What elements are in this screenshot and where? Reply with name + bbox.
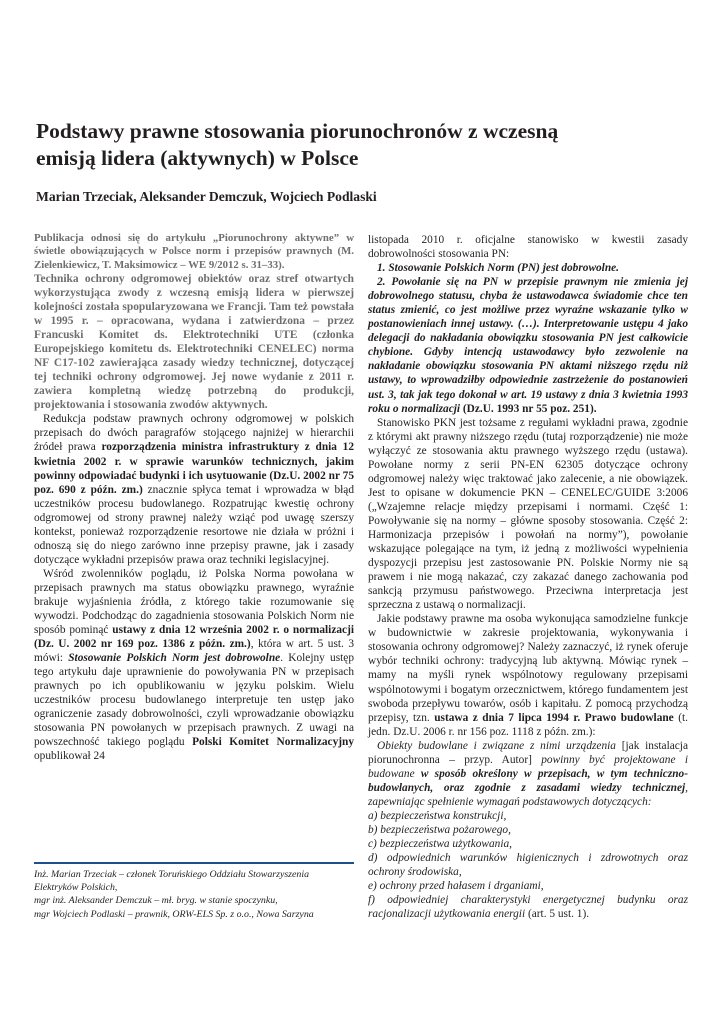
quote-point: 2. Powołanie się na PN w przepisie prawnym nie zmienia jej dobrowolnego statusu, chyba że ustawodawca świadomie chce ten status zmienić, co jest możliwe przez wyraźne wskazanie tylko w postanowieniach innej ustawy. (…). Interpretowanie ustępu 4 jako delegacji do nakładania obowiązku stosowania PN jest całkowicie chybione. Gdyby intencją ustawodawcy było zezwolenie na nakładanie obowiązku stosowania PN aktami niższego rzędu niż ustawy, to wprowadziłby odpowiednie zastrzeżenie do postanowień ust. 3, tak jak tego dokonał w art. 19 ustawy z dnia 3 kwietnia 1993 roku o normalizacji (Dz.U. 1993 nr 55 poz. 251).	[368, 276, 688, 415]
law-quote: Obiekty budowlane i związane z nimi urządzenia [jak instalacja piorunochronna – przyp. Autor] powinny być projektowane i budowane w sposób określony w przepisach, w tym techniczno-budowlanych, oraz zgodnie z zasadami wiedzy technicznej, zapewniając spełnienie wymagań podstawowych dotyczących:	[368, 739, 689, 808]
quote-point: 1. Stosowanie Polskich Norm (PN) jest dobrowolne.	[377, 262, 620, 275]
body-paragraph: Wśród zwolenników poglądu, iż Polska Norma powołana w przepisach prawnych ma status obowiązku prawnego, wyraźnie brakuje wyjaśnienia źródła, z którego takie rozumowanie się wywodzi. Podchodząc do zagadnienia stosowania Polskich Norm nie sposób pominąć ustawy z dnia 12 września 2002 r. o normalizacji (Dz. U. 2002 nr 169 poz. 1386 z późn. zm.), która w art. 5 ust. 3 mówi: Stosowanie Polskich Norm jest dobrowolne. Kolejny ustęp tego artykułu daje uprawnienie do powoływania PN w przepisach prawnych po ich opublikowaniu w języku polskim. Wielu uczestników procesu budowlanego interpretuje ten ustęp jako ograniczenie zasady dobrowolności, czyli wprowadzanie obowiązku stosowania PN powołanych w przepisach prawnych. Z uwagi na powszechność takiego poglądu Polski Komitet Normalizacyjny opublikował 24	[34, 567, 355, 763]
footnote-divider	[34, 862, 354, 864]
list-item: a) bezpieczeństwa konstrukcji,	[368, 809, 507, 822]
lead-paragraph: Technika ochrony odgromowej obiektów oraz stref otwartych wykorzystująca zwody z wczesną emisją lidera w pierwszej kolejności została spopularyzowana we Francji. Tam też powstała w 1995 r. – opracowana, wydana i zatwierdzona – przez Francuski Komitet ds. Elektrotechniki UTE (członka Europejskiego komitetu ds. Elektrotechniki CENELEC) norma NF C17-102 zawierająca zasady wiedzy technicznej, dotyczącej tej techniki ochrony odgromowej. Jej nowe wydanie z 2011 r. zawiera kompletną wiedzę potrzebną do produkcji, projektowania i stosowania zwodów aktywnych.	[34, 272, 354, 412]
right-column	[368, 233, 688, 921]
body-paragraph: Redukcja podstaw prawnych ochrony odgromowej w polskich przepisach do dwóch paragrafów stojącego najniżej w hierarchii źródeł prawa rozporządzenia ministra infrastruktury z dnia 12 kwietnia 2002 r. w sprawie warunków technicznych, jakim powinny odpowiadać budynki i ich usytuowanie (Dz.U. 2002 nr 75 poz. 690 z późn. zm.) znacznie spłyca temat i wprowadza w błąd uczestników procesu budowlanego. Rozpatrując kwestię ochrony odgromowej od strony prawnej należy wziąć pod uwagę szerszy kontekst, ponieważ rozporządzenie resortowe nie działa w próżni i odnoszą się do niego zarówno inne przepisy prawne, jak i zasady dotyczące wykładni przepisów prawa oraz techniki legislacyjnej.	[34, 413, 354, 566]
footnote-line: mgr Wojciech Podlaski – prawnik, ORW-ELS Sp. z o.o., Nowa Sarzyna	[34, 908, 314, 920]
list-item: e) ochrony przed hałasem i drganiami,	[368, 880, 544, 893]
list-item: b) bezpieczeństwa pożarowego,	[368, 823, 511, 836]
list-item: f) odpowiedniej charakterystyki energetycznej budynku oraz racjonalizacji użytkowania energii (art. 5 ust. 1).	[368, 894, 688, 921]
body-paragraph: Stanowisko PKN jest tożsame z regułami wykładni prawa, zgodnie z którymi akt prawny niższego rzędu (tutaj rozporządzenie) nie może wyłączyć ze stosowania aktu prawnego wyższego rzędu (ustawa). Powołane normy z serii PN-EN 62305 dotyczące ochrony odgromowej należy więc traktować jako zalecenie, a nie obowiązek. Jest to opisane w dokumencie PKN – CENELEC/GUIDE 3:2006 („Wzajemne relacje między przepisami i normami. Część 1: Powoływanie się na normy – główne sposoby stosowania. Część 2: Harmonizacja przepisów i powołań na normy”), powołanie wskazujące polegające na tym, iż jedną z możliwości wypełnienia dyspozycji przepisu jest zastosowanie PN. Polskie Normy nie są prawem i nie mogą nakazać, czy zakazać danego zachowania pod sankcją przymusu państwowego. Przeciwna interpretacja jest sprzeczna z ustawą o normalizacji.	[368, 416, 688, 612]
body-paragraph: Jakie podstawy prawne ma osoba wykonująca samodzielne funkcje w budownictwie w zakresie projektowania, wykonywania i stosowania ochrony odgromowej? Należy zaznaczyć, iż rynek oferuje wybór techniki ochrony: tradycyjną lub aktywną. Mówiąc rynek – mamy na myśli rynek wspólnotowy regulowany przepisami wspólnotowymi i bogatym orzecznictwem, którego fundamentem jest swoboda przepływu towarów, osób i kapitału. Z pomocą przychodzą przepisy, tzn. ustawa z dnia 7 lipca 1994 r. Prawo budowlane (t. jedn. Dz.U. 2006 r. nr 156 poz. 1118 z późn. zm.):	[368, 613, 688, 738]
reference-note: Publikacja odnosi się do artykułu „Piorunochrony aktywne” w świetle obowiązujących w Polsce norm i przepisów prawnych (M. Zielenkiewicz, T. Maksimowicz – WE 9/2012 s. 31–33).	[34, 232, 354, 271]
list-item: d) odpowiednich warunków higienicznych i zdrowotnych oraz ochrony środowiska,	[368, 852, 688, 879]
list-item: c) bezpieczeństwa użytkowania,	[368, 838, 512, 851]
body-paragraph: listopada 2010 r. oficjalne stanowisko w kwestii zasady dobrowolności stosowania PN:	[368, 234, 688, 261]
author-footnotes	[34, 868, 354, 921]
article-authors: Marian Trzeciak, Aleksander Demczuk, Wojciech Podlaski	[36, 189, 377, 204]
footnote-line: Inż. Marian Trzeciak – członek Toruńskiego Oddziału Stowarzyszenia Elektryków Polskich,	[34, 869, 310, 894]
footnote-line: mgr inż. Aleksander Demczuk – mł. bryg. w stanie spoczynku,	[34, 895, 278, 907]
article-title: Podstawy prawne stosowania piorunochronów z wczesną emisją lidera (aktywnych) w Polsce	[36, 119, 559, 170]
left-column	[34, 232, 354, 764]
